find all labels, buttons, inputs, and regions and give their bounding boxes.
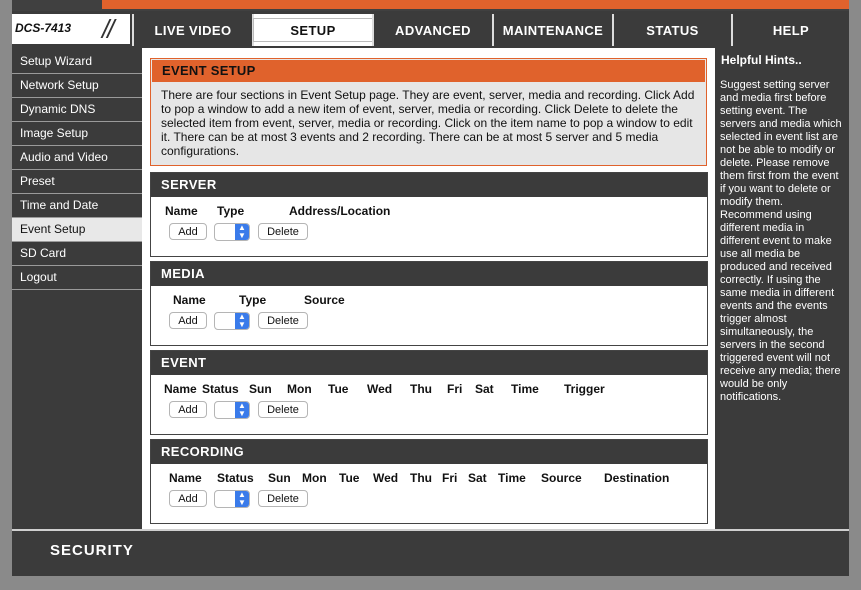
column-header: Thu: [410, 382, 432, 396]
sidebar-item-event-setup[interactable]: Event Setup: [12, 218, 142, 242]
tab-label: ADVANCED: [395, 22, 471, 38]
column-header: Address/Location: [289, 204, 391, 218]
updown-arrow-icon: ▲ ▼: [235, 313, 249, 329]
column-header: Thu: [410, 471, 432, 485]
logo: [12, 14, 130, 44]
logo-slash-icon: //: [102, 14, 113, 44]
column-header: Mon: [287, 382, 312, 396]
sidebar-item-logout[interactable]: Logout: [12, 266, 142, 290]
column-header: Name: [173, 293, 206, 307]
column-header: Name: [165, 204, 198, 218]
column-header: Source: [304, 293, 345, 307]
sidebar-item-audio-and-video[interactable]: Audio and Video: [12, 146, 142, 170]
column-header: Source: [541, 471, 582, 485]
tab-advanced[interactable]: [372, 14, 492, 46]
updown-arrow-icon: ▲ ▼: [235, 491, 249, 507]
footer-divider: [12, 529, 849, 531]
section-title: SERVER: [151, 173, 707, 197]
column-header: Sat: [468, 471, 487, 485]
delete-event-button[interactable]: Delete: [258, 401, 308, 418]
sidebar-item-sd-card[interactable]: SD Card: [12, 242, 142, 266]
page-title: EVENT SETUP: [152, 60, 705, 82]
column-header: Fri: [442, 471, 458, 485]
column-header: Trigger: [564, 382, 605, 396]
intro-description: There are four sections in Event Setup page. They are event, server, media and recording. Click Add to pop a window to add a new item of event, server, media or recording. Click Delete to delete the selected item from event, server, media or recording. Click on the item name to pop a window to edit it. There can be at most 3 events and 2 recording. There can be at most 5 server and 5 media configurations.: [161, 88, 695, 158]
sidebar-item-preset[interactable]: Preset: [12, 170, 142, 194]
app-frame: [12, 0, 849, 576]
add-event-button[interactable]: Add: [169, 401, 207, 418]
column-header: Mon: [302, 471, 327, 485]
hints-title: Helpful Hints..: [721, 53, 802, 67]
sidebar-item-time-and-date[interactable]: Time and Date: [12, 194, 142, 218]
add-media-button[interactable]: Add: [169, 312, 207, 329]
column-header: Type: [217, 204, 245, 218]
footer-brand: SECURITY: [50, 542, 134, 559]
model-name: DCS-7413: [15, 21, 72, 35]
helpful-hints-panel: [717, 48, 849, 529]
column-header: Wed: [367, 382, 393, 396]
updown-arrow-icon: ▲ ▼: [235, 224, 249, 240]
hints-text: Suggest setting server and media first before setting event. The servers and media which selected in event list are not be able to modify or delete. Please remove them first from the event if you want to delete or modify them. Recommend using different media in different event to make use all media be produced and received correctly. If using the same media in different events and the events trigger almost simultaneously, the servers in the second triggered event will not receive any media; there would be only notifications.: [720, 79, 842, 403]
tab-label: MAINTENANCE: [502, 22, 604, 38]
sidebar-item-image-setup[interactable]: Image Setup: [12, 122, 142, 146]
column-header: Sun: [268, 471, 291, 485]
sidebar-item-network-setup[interactable]: Network Setup: [12, 74, 142, 98]
sidebar: [12, 50, 142, 290]
add-recording-button[interactable]: Add: [169, 490, 207, 507]
media-section: [150, 261, 708, 346]
column-header: Tue: [339, 471, 360, 485]
sidebar-item-setup-wizard[interactable]: Setup Wizard: [12, 50, 142, 74]
intro-panel: [150, 58, 707, 166]
tab-label: SETUP: [253, 18, 372, 42]
main-content: [142, 48, 715, 529]
section-title: MEDIA: [151, 262, 707, 286]
server-section: [150, 172, 708, 257]
server-select[interactable]: [214, 223, 250, 241]
column-header: Wed: [373, 471, 399, 485]
delete-media-button[interactable]: Delete: [258, 312, 308, 329]
column-header: Type: [239, 293, 267, 307]
column-header: Sat: [475, 382, 494, 396]
column-header: Status: [202, 382, 239, 396]
top-strip: [12, 0, 849, 11]
brand-bar: [102, 0, 849, 9]
recording-select[interactable]: [214, 490, 250, 508]
section-title: RECORDING: [151, 440, 707, 464]
tab-setup[interactable]: [252, 14, 372, 46]
column-header: Name: [164, 382, 197, 396]
tab-live-video[interactable]: [132, 14, 252, 46]
section-title: EVENT: [151, 351, 707, 375]
column-header: Name: [169, 471, 202, 485]
tab-label: STATUS: [646, 22, 699, 38]
column-header: Fri: [447, 382, 463, 396]
column-header: Time: [511, 382, 539, 396]
column-header: Sun: [249, 382, 272, 396]
tab-label: LIVE VIDEO: [154, 22, 232, 38]
header: [12, 14, 849, 46]
delete-recording-button[interactable]: Delete: [258, 490, 308, 507]
updown-arrow-icon: ▲ ▼: [235, 402, 249, 418]
media-select[interactable]: [214, 312, 250, 330]
tab-maintenance[interactable]: [492, 14, 612, 46]
column-header: Tue: [328, 382, 349, 396]
tab-help[interactable]: [731, 14, 849, 46]
tab-status[interactable]: [612, 14, 731, 46]
event-section: [150, 350, 708, 435]
add-server-button[interactable]: Add: [169, 223, 207, 240]
recording-section: [150, 439, 708, 524]
delete-server-button[interactable]: Delete: [258, 223, 308, 240]
column-header: Status: [217, 471, 254, 485]
sidebar-item-dynamic-dns[interactable]: Dynamic DNS: [12, 98, 142, 122]
event-select[interactable]: [214, 401, 250, 419]
column-header: Time: [498, 471, 526, 485]
tab-label: HELP: [772, 22, 810, 38]
column-header: Destination: [604, 471, 670, 485]
